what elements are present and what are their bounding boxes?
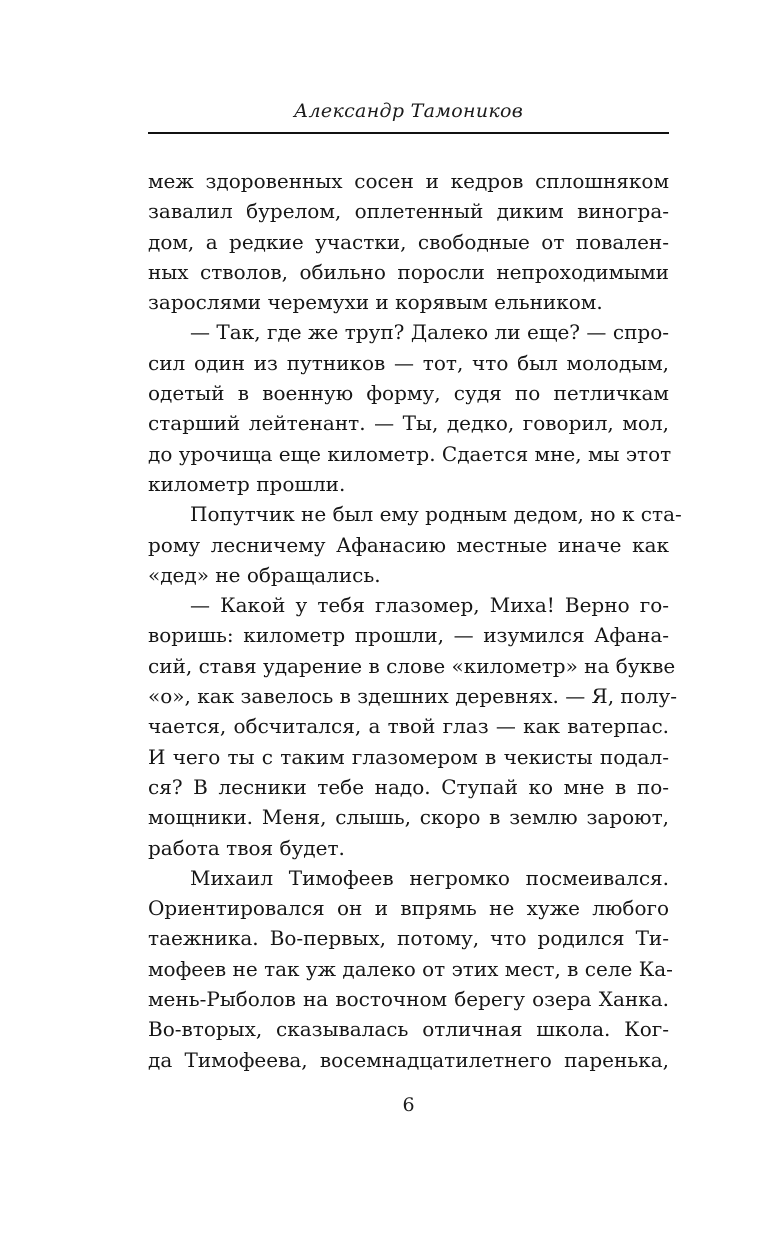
text-line: таежника. Во-первых, потому, что родился Ти- — [148, 926, 669, 951]
text-line: «дед» не обращались. — [148, 562, 381, 587]
paragraph — [148, 590, 678, 863]
text-line: чается, обсчитался, а твой глаз — как ватерпас. — [148, 714, 669, 739]
text-line: километр прошли. — [148, 471, 346, 496]
paragraph — [148, 863, 673, 1075]
text-line: дом, а редкие участки, свободные от повален- — [148, 229, 669, 254]
text-line: меж здоровенных сосен и кедров сплошняком — [148, 169, 669, 193]
paragraph — [148, 166, 669, 317]
text-block — [148, 166, 682, 1075]
text-line: мощники. Меня, слышь, скоро в землю зароют, — [148, 805, 669, 830]
paragraph — [148, 499, 682, 590]
text-line: Во-вторых, сказывалась отличная школа. Ког- — [148, 1017, 669, 1042]
running-header-author: Александр Тамоников — [293, 100, 524, 122]
text-line: «о», как завелось в здешних деревнях. — Я, полу- — [148, 684, 678, 709]
text-line: до урочища еще километр. Сдается мне, мы этот — [148, 441, 672, 466]
text-line: да Тимофеева, восемнадцатилетнего паренька, — [148, 1047, 669, 1072]
page-number: 6 — [402, 1094, 415, 1116]
paragraph — [148, 317, 672, 499]
text-line: ных стволов, обильно поросли непроходимыми — [148, 259, 669, 284]
text-line: мофеев не так уж далеко от этих мест, в селе Ка- — [148, 956, 673, 981]
text-line: одетый в военную форму, судя по петличкам — [148, 381, 669, 406]
text-line: работа твоя будет. — [148, 835, 345, 860]
text-line: — Так, где же труп? Далеко ли еще? — спро- — [190, 320, 669, 345]
text-line: Михаил Тимофеев негромко посмеивался. — [190, 865, 669, 890]
header-rule — [148, 132, 669, 134]
text-line: воришь: километр прошли, — изумился Афана- — [148, 623, 669, 648]
text-line: Ориентировался он и впрямь не хуже любого — [148, 896, 669, 921]
text-line: Попутчик не был ему родным дедом, но к ста- — [190, 502, 682, 527]
text-line: завалил бурелом, оплетенный диким виногра- — [148, 199, 669, 224]
text-line: И чего ты с таким глазомером в чекисты подал- — [148, 744, 669, 769]
text-line: зарослями черемухи и корявым ельником. — [148, 290, 603, 315]
text-line: мень-Рыболов на восточном берегу озера Ханка. — [148, 987, 669, 1012]
text-line: рому лесничему Афанасию местные иначе как — [148, 532, 669, 557]
text-line: сий, ставя ударение в слове «километр» на букве — [148, 653, 676, 678]
text-line: старший лейтенант. — Ты, дедко, говорил, мол, — [148, 411, 669, 436]
text-line: — Какой у тебя глазомер, Миха! Верно го- — [190, 593, 669, 618]
text-line: ся? В лесники тебе надо. Ступай ко мне в по- — [148, 774, 669, 799]
text-line: сил один из путников — тот, что был молодым, — [148, 350, 669, 375]
